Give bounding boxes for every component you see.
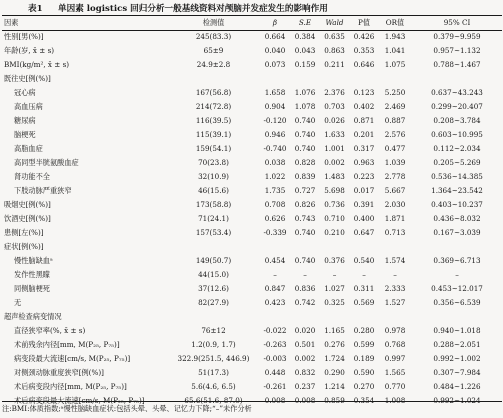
factor-cell: 症状[例(%)] <box>4 242 44 252</box>
factor-cell: 冠心病 <box>14 88 36 98</box>
factor-cell: 对侧颈动脉重度狭窄[例(%)] <box>14 368 104 378</box>
or-cell <box>378 310 412 324</box>
wald-cell: 0.211 <box>324 60 345 70</box>
table-row <box>2 156 502 170</box>
wald-cell: 0.276 <box>324 340 345 350</box>
table-row <box>2 296 502 310</box>
factor-cell: 无 <box>14 298 22 308</box>
beta-cell: 0.423 <box>264 298 286 308</box>
p-cell: 0.426 <box>353 32 375 42</box>
value-cell: 32(10.9) <box>198 172 229 182</box>
factor-cell: 吸烟史[例(%)] <box>4 200 51 210</box>
ci-cell: 0.940~1.018 <box>433 326 481 336</box>
p-cell: 0.311 <box>353 284 375 294</box>
table-row <box>2 44 502 58</box>
beta-cell: 0.038 <box>264 158 286 168</box>
se-cell: 0.727 <box>294 186 316 196</box>
table-row <box>2 268 502 282</box>
or-cell: 5.667 <box>384 186 406 196</box>
ci-cell: 0.369~6.713 <box>433 256 481 266</box>
se-cell: 0.743 <box>294 214 316 224</box>
value-cell: 51(17.3) <box>198 368 229 378</box>
beta-cell: 0.904 <box>264 102 286 112</box>
table-row <box>2 338 502 352</box>
se-cell: 0.836 <box>294 284 316 294</box>
or-cell: 2.778 <box>384 172 406 182</box>
wald-cell: 1.165 <box>324 326 345 336</box>
factor-cell: 肾功能不全 <box>14 172 50 182</box>
factor-cell: 术后病变段内径[mm, M(P₂₅, P₇₅)] <box>14 382 127 392</box>
table-row <box>2 352 502 366</box>
factor-cell: 高血压病 <box>14 102 43 112</box>
ci-cell: 1.364~23.542 <box>431 186 483 196</box>
bottom-rule <box>2 401 502 402</box>
se-cell: 0.740 <box>294 130 316 140</box>
table-row <box>2 170 502 184</box>
wald-cell: 1.001 <box>324 144 345 154</box>
wald-cell: 1.483 <box>324 172 345 182</box>
wald-cell: 0.002 <box>324 158 345 168</box>
or-cell: 1.041 <box>384 46 406 56</box>
table-row <box>2 240 502 254</box>
table-row <box>2 324 502 338</box>
value-cell: 37(12.6) <box>198 284 229 294</box>
table-footnote: 注:BMI:体质指数;ᵃ慢性脑缺血症状:包括头晕、头晕、记忆力下降;“–”未作分析 <box>2 404 252 413</box>
or-cell: 1.574 <box>384 256 406 266</box>
factor-cell: 既往史[例(%)] <box>4 74 51 84</box>
p-cell: 0.871 <box>353 116 375 126</box>
factor-cell: 同侧脑梗死 <box>14 284 50 294</box>
beta-cell: -0.022 <box>263 326 287 336</box>
header-factor: 因素 <box>4 18 19 28</box>
or-cell: 0.770 <box>384 382 406 392</box>
p-cell: 0.540 <box>353 256 375 266</box>
table-row <box>2 254 502 268</box>
or-cell: 1.871 <box>384 214 406 224</box>
factor-cell: 下肢动脉严重狭窄 <box>14 186 72 196</box>
wald-cell: 0.863 <box>324 46 345 56</box>
or-cell: 2.030 <box>384 200 406 210</box>
factor-cell: 术前残余内径[mm, M(P₂₅, P₇₅)] <box>14 340 120 350</box>
p-cell: 0.123 <box>353 88 375 98</box>
se-cell: 0.501 <box>294 340 316 350</box>
se-cell: 0.740 <box>294 144 316 154</box>
beta-cell: 0.040 <box>264 46 286 56</box>
table-row <box>2 184 502 198</box>
beta-cell: 0.073 <box>264 60 286 70</box>
ci-cell: 0.992~1.002 <box>433 354 481 364</box>
table-row <box>2 72 502 86</box>
se-cell: 0.002 <box>294 354 316 364</box>
beta-cell: 1.735 <box>264 186 286 196</box>
se-cell <box>291 72 319 86</box>
p-cell: 0.017 <box>353 186 375 196</box>
factor-cell: 病变段最大流速[cm/s, M(P₂₅, P₇₅)] <box>14 354 131 364</box>
p-cell: 0.400 <box>353 214 375 224</box>
beta-cell: -0.120 <box>263 116 287 126</box>
or-cell: – <box>393 270 397 280</box>
value-cell: 214(72.8) <box>195 102 232 112</box>
beta-cell: 0.626 <box>264 214 286 224</box>
ci-cell <box>412 310 502 324</box>
value-cell: 159(54.1) <box>195 144 232 154</box>
value-cell: 245(83.3) <box>195 32 232 42</box>
header-row <box>2 16 502 30</box>
wald-cell: 0.210 <box>324 228 345 238</box>
ci-cell: 0.379~9.959 <box>433 32 481 42</box>
p-cell: 0.599 <box>353 340 375 350</box>
or-cell <box>378 72 412 86</box>
header-beta: β <box>272 18 278 28</box>
wald-cell: – <box>332 270 337 280</box>
wald-cell: 0.376 <box>324 256 345 266</box>
beta-cell: 1.658 <box>264 88 286 98</box>
or-cell <box>378 240 412 254</box>
se-cell: 0.740 <box>294 256 316 266</box>
value-cell: 167(56.8) <box>195 88 232 98</box>
factor-cell: 饮酒史[例(%)] <box>4 214 51 224</box>
factor-cell: 超声检查病变情况 <box>4 312 62 322</box>
table-row <box>2 114 502 128</box>
or-cell: 2.469 <box>384 102 406 112</box>
factor-cell: 患侧[左(%)] <box>4 228 44 238</box>
table-row <box>2 100 502 114</box>
table-row <box>2 366 502 380</box>
header-value: 检测值 <box>202 18 225 28</box>
value-cell: 46(15.6) <box>198 186 229 196</box>
table-caption <box>0 2 503 16</box>
se-cell <box>291 240 319 254</box>
p-cell: 0.189 <box>353 354 375 364</box>
or-cell: 2.576 <box>384 130 406 140</box>
ci-cell <box>412 72 502 86</box>
p-cell: 0.647 <box>353 228 375 238</box>
table-row <box>2 282 502 296</box>
se-cell: 0.740 <box>294 228 316 238</box>
ci-cell: 0.208~3.784 <box>433 116 481 126</box>
beta-cell: 0.847 <box>264 284 286 294</box>
wald-cell: 1.027 <box>324 284 345 294</box>
p-cell: 0.317 <box>353 144 375 154</box>
or-cell: 1.527 <box>384 298 406 308</box>
se-cell: 0.828 <box>294 158 316 168</box>
beta-cell: -0.740 <box>263 144 287 154</box>
wald-cell: 0.703 <box>324 102 345 112</box>
p-cell: 0.402 <box>353 102 375 112</box>
results-table <box>2 16 502 408</box>
header-p: P值 <box>357 18 371 28</box>
ci-cell: – <box>455 270 459 280</box>
ci-cell: 0.637~43.243 <box>431 88 483 98</box>
or-cell: 5.250 <box>384 88 406 98</box>
or-cell: 0.978 <box>384 326 406 336</box>
or-cell: 0.887 <box>384 116 406 126</box>
se-cell: 0.020 <box>294 326 316 336</box>
table-row <box>2 198 502 212</box>
value-cell: 322.9(251.5, 446.9) <box>177 354 250 364</box>
table-title: 单因素 logistics 回归分析一般基线资料对颅脑并发症发生的影响作用 <box>58 4 328 14</box>
wald-cell: 1.724 <box>324 354 345 364</box>
ci-cell: 0.299~20.407 <box>431 102 483 112</box>
factor-cell: 脑梗死 <box>14 130 36 140</box>
value-cell: 70(23.8) <box>198 158 229 168</box>
p-cell <box>350 310 378 324</box>
table-row <box>2 310 502 324</box>
ci-cell: 0.112~2.034 <box>433 144 481 154</box>
table-row <box>2 142 502 156</box>
or-cell: 0.477 <box>384 144 406 154</box>
factor-cell: 糖尿病 <box>14 116 36 126</box>
header-wald: Wald <box>325 18 344 28</box>
se-cell: 0.237 <box>294 382 316 392</box>
wald-cell: 0.710 <box>324 214 345 224</box>
header-or: OR值 <box>385 18 405 28</box>
factor-cell: 发作性黑矇 <box>14 270 50 280</box>
beta-cell: -0.339 <box>263 228 287 238</box>
ci-cell <box>412 240 502 254</box>
p-cell: 0.590 <box>353 368 375 378</box>
p-cell: 0.646 <box>353 60 375 70</box>
table-number: 表1 <box>28 4 43 14</box>
beta-cell <box>259 240 291 254</box>
se-cell: 0.043 <box>294 46 316 56</box>
value-cell <box>168 310 259 324</box>
value-cell: 173(58.8) <box>195 200 232 210</box>
value-cell <box>168 72 259 86</box>
se-cell: 0.742 <box>294 298 316 308</box>
beta-cell: -0.261 <box>263 382 287 392</box>
or-cell: 2.333 <box>384 284 406 294</box>
value-cell: 1.2(0.9, 1.7) <box>191 340 236 350</box>
table-body <box>2 16 502 408</box>
p-cell: 0.270 <box>353 382 375 392</box>
table-row <box>2 212 502 226</box>
beta-cell <box>259 310 291 324</box>
table-row <box>2 86 502 100</box>
se-cell: 0.839 <box>294 172 316 182</box>
beta-cell: -0.003 <box>263 354 287 364</box>
p-cell: 0.280 <box>353 326 375 336</box>
se-cell: – <box>303 270 307 280</box>
factor-cell: 年龄(岁, x̄ ± s) <box>4 46 55 56</box>
value-cell: 44(15.0) <box>198 270 229 280</box>
value-cell: 71(24.1) <box>198 214 229 224</box>
table-row <box>2 380 502 394</box>
wald-cell: 0.325 <box>324 298 345 308</box>
value-cell: 115(39.1) <box>195 130 232 140</box>
p-cell: 0.391 <box>353 200 375 210</box>
ci-cell: 0.453~12.017 <box>431 284 483 294</box>
se-cell: 1.078 <box>294 102 316 112</box>
factor-cell: 直径狭窄率(%, x̄ ± s) <box>14 326 86 336</box>
table-row <box>2 58 502 72</box>
p-cell: 0.201 <box>353 130 375 140</box>
or-cell: 0.768 <box>384 340 406 350</box>
se-cell <box>291 310 319 324</box>
wald-cell: 0.290 <box>324 368 345 378</box>
wald-cell: 1.633 <box>324 130 345 140</box>
beta-cell: 0.664 <box>264 32 286 42</box>
value-cell: 5.6(4.6, 6.5) <box>191 382 236 392</box>
p-cell: 0.569 <box>353 298 375 308</box>
wald-cell: 2.376 <box>324 88 345 98</box>
header-se: S.E <box>298 18 312 28</box>
value-cell: 116(39.5) <box>195 116 232 126</box>
beta-cell: -0.263 <box>263 340 287 350</box>
value-cell: 24.9±2.8 <box>196 60 231 70</box>
ci-cell: 0.307~7.984 <box>433 368 481 378</box>
value-cell: 149(50.7) <box>195 256 232 266</box>
wald-cell: 0.026 <box>324 116 345 126</box>
wald-cell: 1.214 <box>324 382 345 392</box>
factor-cell: 慢性脑缺血ᵃ <box>14 256 53 266</box>
se-cell: 1.076 <box>294 88 316 98</box>
se-cell: 0.384 <box>294 32 316 42</box>
p-cell: 0.963 <box>353 158 375 168</box>
ci-cell: 0.167~3.039 <box>433 228 481 238</box>
p-cell: 0.353 <box>353 46 375 56</box>
p-cell <box>350 240 378 254</box>
p-cell: – <box>362 270 366 280</box>
wald-cell <box>319 72 350 86</box>
beta-cell: 0.454 <box>264 256 286 266</box>
ci-cell: 0.356~6.539 <box>433 298 481 308</box>
table-row <box>2 128 502 142</box>
wald-cell: 0.736 <box>324 200 345 210</box>
se-cell: 0.740 <box>294 116 316 126</box>
factor-cell: BMI(kg/m², x̄ ± s) <box>4 60 70 70</box>
factor-cell: 高脂血症 <box>14 144 43 154</box>
or-cell: 1.943 <box>384 32 406 42</box>
ci-cell: 0.603~10.995 <box>431 130 483 140</box>
value-cell: 157(53.4) <box>195 228 232 238</box>
value-cell: 76±12 <box>201 326 226 336</box>
table-row <box>2 30 502 44</box>
p-cell: 0.223 <box>353 172 375 182</box>
beta-cell: 0.946 <box>264 130 286 140</box>
se-cell: 0.832 <box>294 368 316 378</box>
ci-cell: 0.205~5.269 <box>433 158 481 168</box>
wald-cell <box>319 240 350 254</box>
ci-cell: 0.403~10.237 <box>431 200 483 210</box>
value-cell: 65±9 <box>203 46 224 56</box>
table-row <box>2 226 502 240</box>
header-ci: 95% CI <box>443 18 471 28</box>
ci-cell: 0.788~1.467 <box>433 60 481 70</box>
ci-cell: 0.484~1.226 <box>433 382 481 392</box>
factor-cell: 性别[男(%)] <box>4 32 44 42</box>
ci-cell: 0.536~14.385 <box>431 172 483 182</box>
or-cell: 1.039 <box>384 158 406 168</box>
wald-cell: 5.698 <box>324 186 345 196</box>
value-cell <box>168 240 259 254</box>
se-cell: 0.159 <box>294 60 316 70</box>
beta-cell <box>259 72 291 86</box>
ci-cell: 0.288~2.051 <box>433 340 481 350</box>
value-cell: 82(27.9) <box>198 298 229 308</box>
ci-cell: 0.436~8.032 <box>433 214 481 224</box>
beta-cell: – <box>273 270 277 280</box>
beta-cell: 0.708 <box>264 200 286 210</box>
or-cell: 0.713 <box>384 228 406 238</box>
factor-cell: 高同型半胱氨酸血症 <box>14 158 79 168</box>
or-cell: 0.997 <box>384 354 406 364</box>
ci-cell: 0.957~1.132 <box>433 46 481 56</box>
or-cell: 1.075 <box>384 60 406 70</box>
p-cell <box>350 72 378 86</box>
wald-cell <box>319 310 350 324</box>
wald-cell: 0.635 <box>324 32 345 42</box>
beta-cell: 1.022 <box>264 172 286 182</box>
se-cell: 0.826 <box>294 200 316 210</box>
or-cell: 1.565 <box>384 368 406 378</box>
beta-cell: 0.448 <box>264 368 286 378</box>
